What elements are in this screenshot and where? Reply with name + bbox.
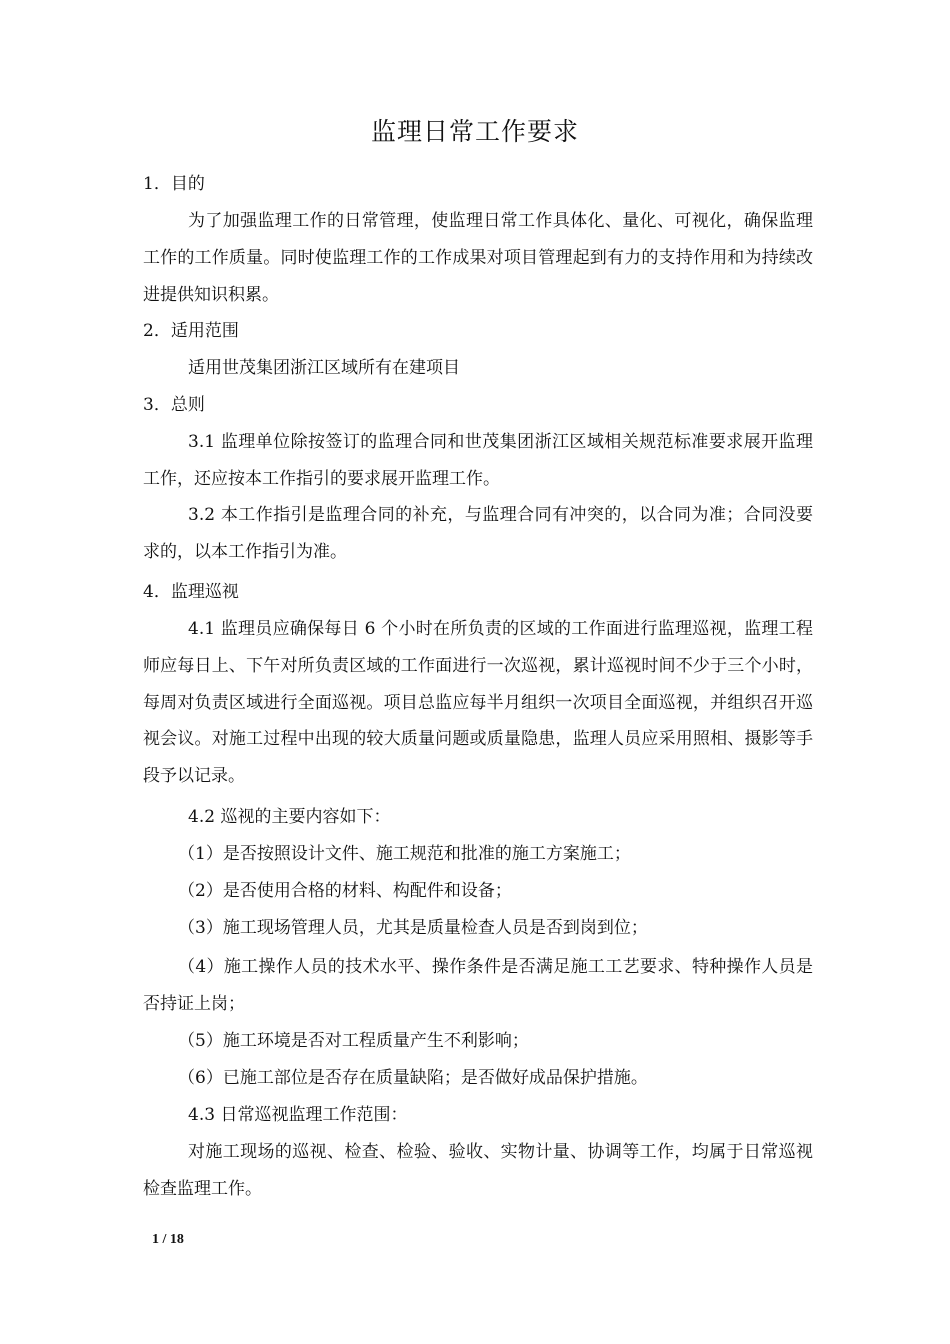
inspection-clause-4-1: 4.1 监理员应确保每日 6 个小时在所负责的区域的工作面进行监理巡视，监理工程师应每日上、下午对所负责区域的工作面进行一次巡视，累计巡视时间不少于三个小时，每周对负责区域进行全面巡视。项目总监应每半月组织一次项目全面巡视，并组织召开巡视会议。对施工过程中出现的较大质量问题或质量隐患，监理人员应采用照相、摄影等手段予以记录。 bbox=[143, 619, 813, 787]
list-item-5: （5）施工环境是否对工程质量产生不利影响； bbox=[178, 1031, 529, 1051]
inspection-scope-paragraph: 对施工现场的巡视、检查、检验、验收、实物计量、协调等工作，均属于日常巡视检查监理工作。 bbox=[143, 1142, 813, 1199]
purpose-paragraph: 为了加强监理工作的日常管理，使监理日常工作具体化、量化、可视化，确保监理工作的工作质量。同时使监理工作的工作成果对项目管理起到有力的支持作用和为持续改进提供知识积累。 bbox=[143, 211, 813, 305]
section-heading-general: 3．总则 bbox=[143, 395, 205, 415]
general-clause-3-1: 3.1 监理单位除按签订的监理合同和世茂集团浙江区域相关规范标准要求展开监理工作，还应按本工作指引的要求展开监理工作。 bbox=[143, 432, 813, 489]
list-item-4: （4）施工操作人员的技术水平、操作条件是否满足施工工艺要求、特种操作人员是否持证上岗； bbox=[143, 957, 813, 1014]
section-heading-inspection: 4．监理巡视 bbox=[143, 582, 239, 602]
list-item-2: （2）是否使用合格的材料、构配件和设备； bbox=[178, 881, 512, 901]
inspection-clause-4-2: 4.2 巡视的主要内容如下： bbox=[188, 807, 391, 827]
document-title: 监理日常工作要求 bbox=[370, 117, 579, 146]
inspection-clause-4-3: 4.3 日常巡视监理工作范围： bbox=[188, 1105, 408, 1125]
list-item-3: （3）施工现场管理人员，尤其是质量检查人员是否到岗到位； bbox=[178, 918, 648, 938]
general-clause-3-2: 3.2 本工作指引是监理合同的补充，与监理合同有冲突的，以合同为准；合同没要求的，以本工作指引为准。 bbox=[143, 505, 813, 562]
list-item-1: （1）是否按照设计文件、施工规范和批准的施工方案施工； bbox=[178, 844, 631, 864]
page-number: 1 / 18 bbox=[152, 1232, 184, 1247]
section-heading-purpose: 1．目的 bbox=[143, 174, 205, 194]
section-heading-scope: 2．适用范围 bbox=[143, 321, 239, 341]
scope-paragraph: 适用世茂集团浙江区域所有在建项目 bbox=[188, 358, 460, 378]
list-item-6: （6）已施工部位是否存在质量缺陷；是否做好成品保护措施。 bbox=[178, 1068, 648, 1088]
